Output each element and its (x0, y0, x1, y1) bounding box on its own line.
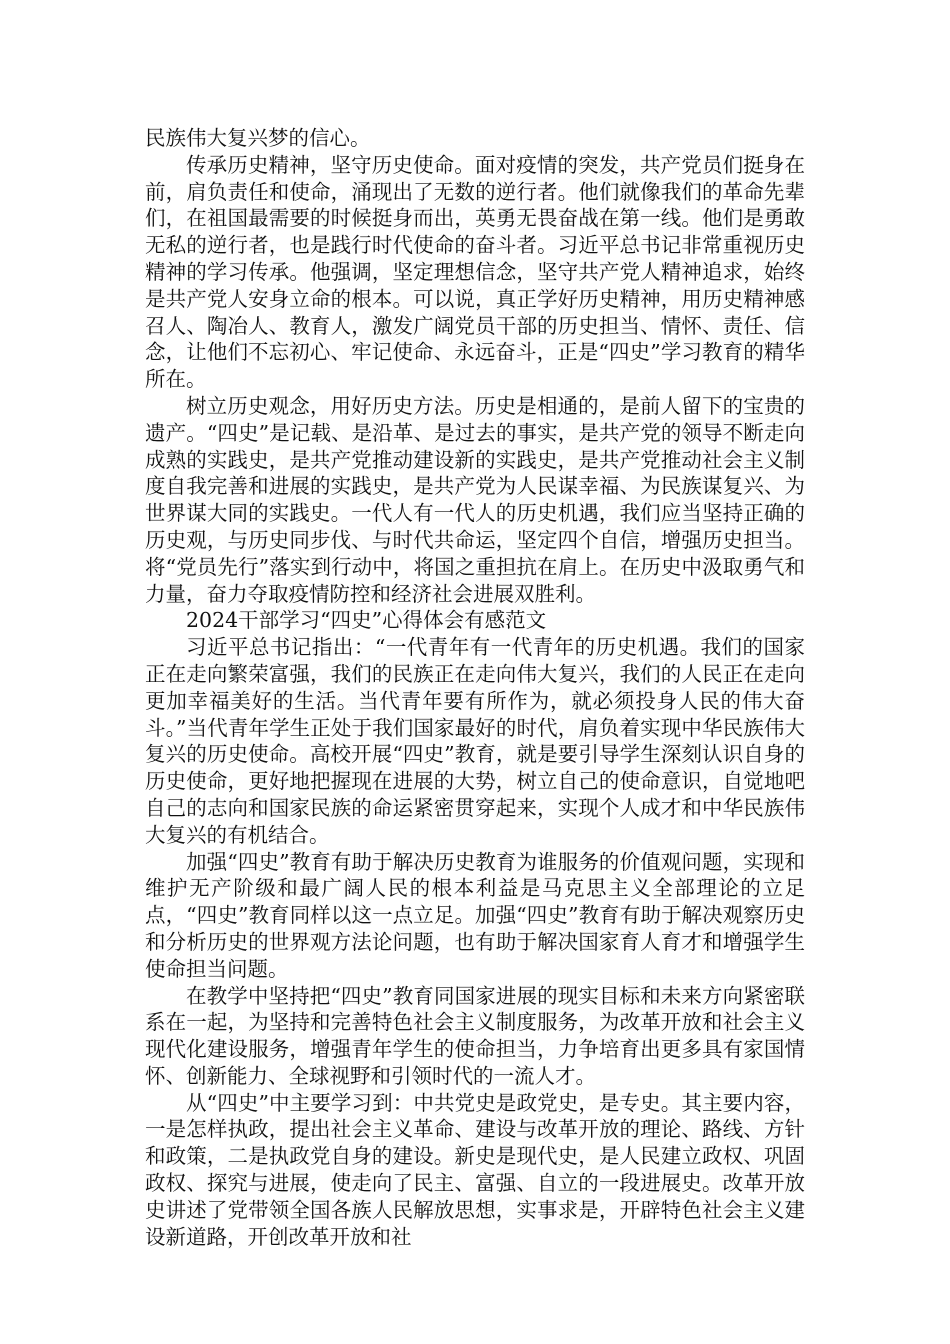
paragraph-1: 民族伟大复兴梦的信心。 (145, 126, 371, 150)
paragraph-7: 从“四史”中主要学习到：中共党史是政党史，是专史。其主要内容，一是怎样执政，提出社会主义革命、建设与改革开放的理论、路线、方针和政策，二是执政党自身的建设。新史是现代史，是人民建立政权、巩固政权、探究与进展，使走向了民主、富强、自立的一段进展史。改革开放史讲述了党带领全国各族人民解放思想，实事求是，开辟特色社会主义建设新道路，开创改革开放和社 (145, 1090, 805, 1249)
paragraph-5: 加强“四史”教育有助于解决历史教育为谁服务的价值观问题，实现和维护无产阶级和最广阔人民的根本利益是马克思主义全部理论的立足点，“四史”教育同样以这一点立足。加强“四史”教育有助于解决观察历史和分析历史的世界观方法论问题，也有助于解决国家育人育才和增强学生使命担当问题。 (145, 849, 805, 981)
section-heading: 2024干部学习“四史”心得体会有感范文 (186, 608, 547, 633)
document-body (145, 125, 805, 1250)
paragraph-6: 在教学中坚持把“四史”教育同国家进展的现实目标和未来方向紧密联系在一起，为坚持和完善特色社会主义制度服务，为改革开放和社会主义现代化建设服务，增强青年学生的使命担当，力争培育出更多具有家国情怀、创新能力、全球视野和引领时代的一流人才。 (145, 983, 805, 1088)
paragraph-4: 习近平总书记指出：“一代青年有一代青年的历史机遇。我们的国家正在走向繁荣富强，我们的民族正在走向伟大复兴，我们的人民正在走向更加幸福美好的生活。当代青年要有所作为，就必须投身人民的伟大奋斗。”当代青年学生正处于我们国家最好的时代，肩负着实现中华民族伟大复兴的历史使命。高校开展“四史”教育，就是要引导学生深刻认识自身的历史使命，更好地把握现在进展的大势，树立自己的使命意识，自觉地吧自己的志向和国家民族的命运紧密贯穿起来，实现个人成才和中华民族伟大复兴的有机结合。 (145, 635, 805, 847)
paragraph-3: 树立历史观念，用好历史方法。历史是相通的，是前人留下的宝贵的遗产。“四史”是记载、是沿革、是过去的事实，是共产党的领导不断走向成熟的实践史，是共产党推动建设新的实践史，是共产党推动社会主义制度自我完善和进展的实践史，是共产党为人民谋幸福、为民族谋复兴、为世界谋大同的实践史。一代人有一代人的历史机遇，我们应当坚持正确的历史观，与历史同步伐、与时代共命运，坚定四个自信，增强历史担当。将“党员先行”落实到行动中，将国之重担抗在肩上。在历史中汲取勇气和力量，奋力夺取疫情防控和经济社会进展双胜利。 (145, 393, 805, 606)
paragraph-2: 传承历史精神，坚守历史使命。面对疫情的突发，共产党员们挺身在前，肩负责任和使命，涌现出了无数的逆行者。他们就像我们的革命先辈们，在祖国最需要的时候挺身而出，英勇无畏奋战在第一线。他们是勇敢无私的逆行者，也是践行时代使命的奋斗者。习近平总书记非常重视历史精神的学习传承。他强调，坚定理想信念，坚守共产党人精神追求，始终是共产党人安身立命的根本。可以说，真正学好历史精神，用历史精神感召人、陶冶人、教育人，激发广阔党员干部的历史担当、情怀、责任、信念，让他们不忘初心、牢记使命、永远奋斗，正是“四史”学习教育的精华所在。 (145, 152, 805, 392)
